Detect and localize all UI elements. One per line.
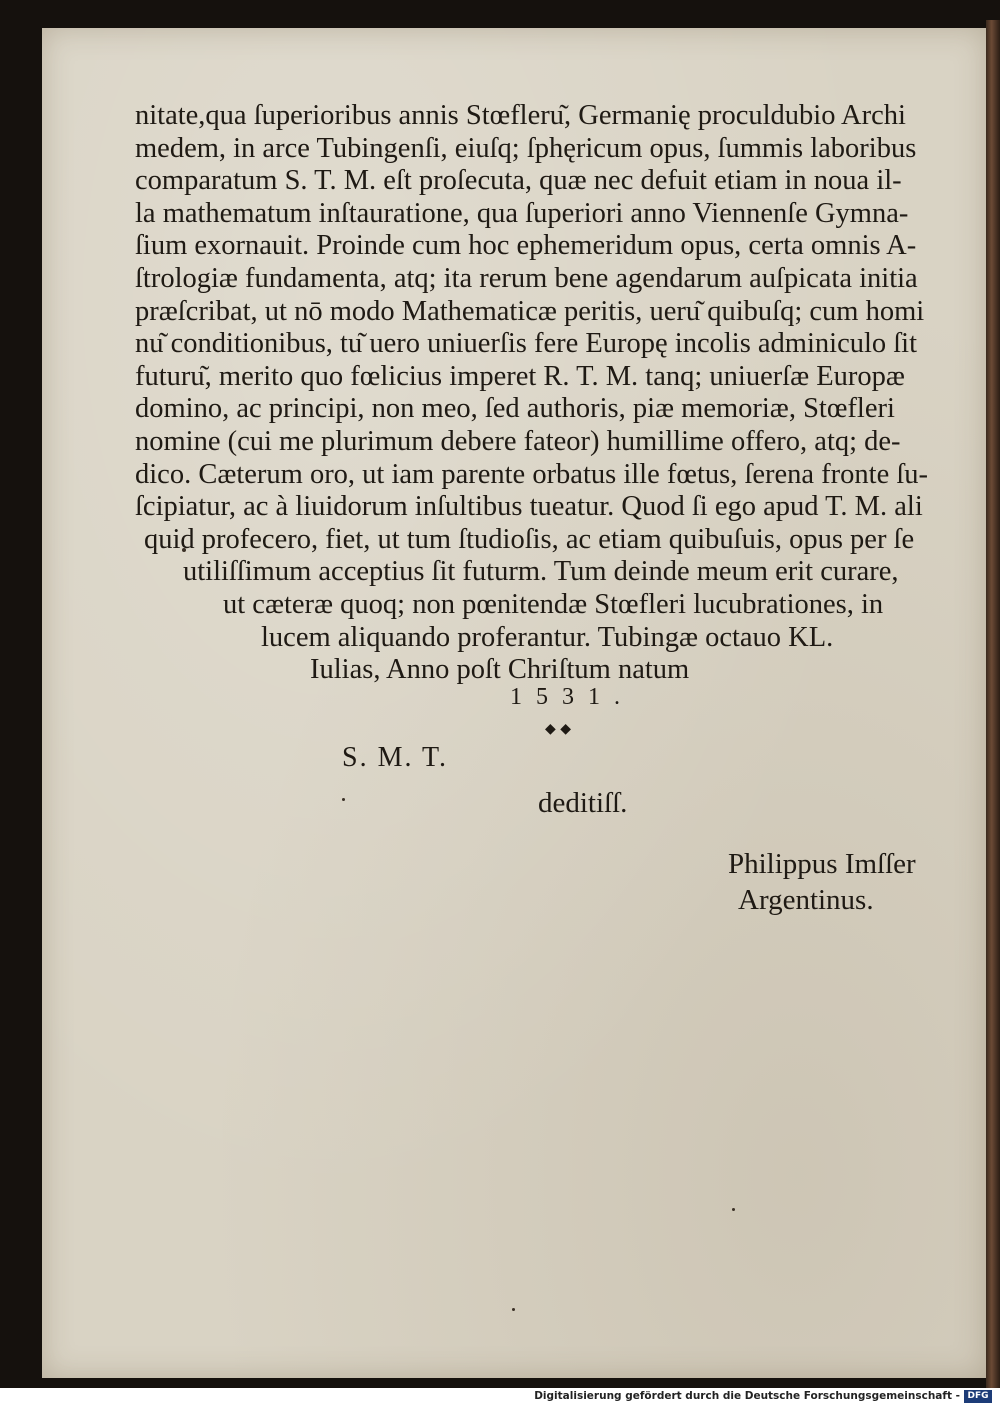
text-line: nomine (cui me plurimum debere fateor) humillime offero, atq; de- — [135, 425, 901, 457]
text-line: utiliſſimum acceptius ſit futurm. Tum deinde meum erit curare, — [183, 556, 899, 588]
ink-speck — [342, 798, 345, 801]
ornament-dots: ◆ ◆ — [545, 721, 571, 737]
text-line: nitate,qua ſuperioribus annis Stœfleru͂, Germanię proculdubio Archi — [135, 100, 906, 131]
text-line: nu͂ conditionibus, tu͂ uero uniuerſis fere Europę incolis adminiculo ſit — [135, 328, 918, 360]
text-line: ſcipiatur, ac à liuidorum inſultibus tueatur. Quod ſi ego apud T. M. ali — [135, 491, 923, 523]
ink-speck — [732, 1208, 735, 1211]
signature-block — [728, 846, 916, 918]
text-line: domino, ac principi, non meo, ſed authoris, piæ memoriæ, Stœfleri — [135, 393, 895, 425]
text-line: dico. Cæterum oro, ut iam parente orbatus ille fœtus, ſerena fronte ſu- — [135, 458, 929, 490]
dedication-text — [135, 100, 929, 687]
dfg-logo[interactable]: DFG — [964, 1390, 992, 1403]
abbreviation: S. M. T. — [342, 742, 448, 773]
text-line: comparatum S. T. M. eſt proſecuta, quæ nec defuit etiam in noua il- — [135, 165, 902, 197]
text-line: medem, in arce Tubingenſi, eiuſq; ſphęricum opus, ſummis laboribus — [135, 132, 917, 164]
signature-name: Philippus Imſſer — [728, 848, 916, 880]
footer-credit: Digitalisierung gefördert durch die Deutsche Forschungsgemeinschaft - — [534, 1390, 960, 1402]
closing-word: deditiſſ. — [538, 787, 628, 819]
text-line: Iulias, Anno poſt Chriſtum natum — [310, 654, 690, 686]
text-line: quid profecero, fiet, ut tum ſtudioſis, ac etiam quibuſuis, opus per ſe — [144, 523, 915, 555]
text-line: la mathematum inſtauratione, qua ſuperiori anno Viennenſe Gymna- — [135, 197, 909, 229]
text-line: ut cæteræ quoq; non pœnitendæ Stœfleri lucubrationes, in — [223, 588, 884, 620]
text-line: lucem aliquando proferantur. Tubingæ octauo KL. — [261, 621, 834, 653]
text-line: ſtrologiæ fundamenta, atq; ita rerum bene agendarum auſpicata initia — [135, 262, 918, 294]
book-edge — [986, 20, 1000, 1388]
ink-speck — [512, 1308, 515, 1311]
text-line: ſium exornauit. Proinde cum hoc ephemeridum opus, certa omnis A- — [135, 230, 917, 262]
text-line: futuru͂, merito quo fœlicius imperet R. T. M. tanq; uniuerſæ Europæ — [135, 360, 905, 392]
year: 1531. — [510, 684, 634, 710]
text-line: præſcribat, ut nō modo Mathematicæ peritis, ueru͂ quibuſq; cum homi — [135, 295, 925, 327]
signature-place: Argentinus. — [738, 884, 874, 916]
